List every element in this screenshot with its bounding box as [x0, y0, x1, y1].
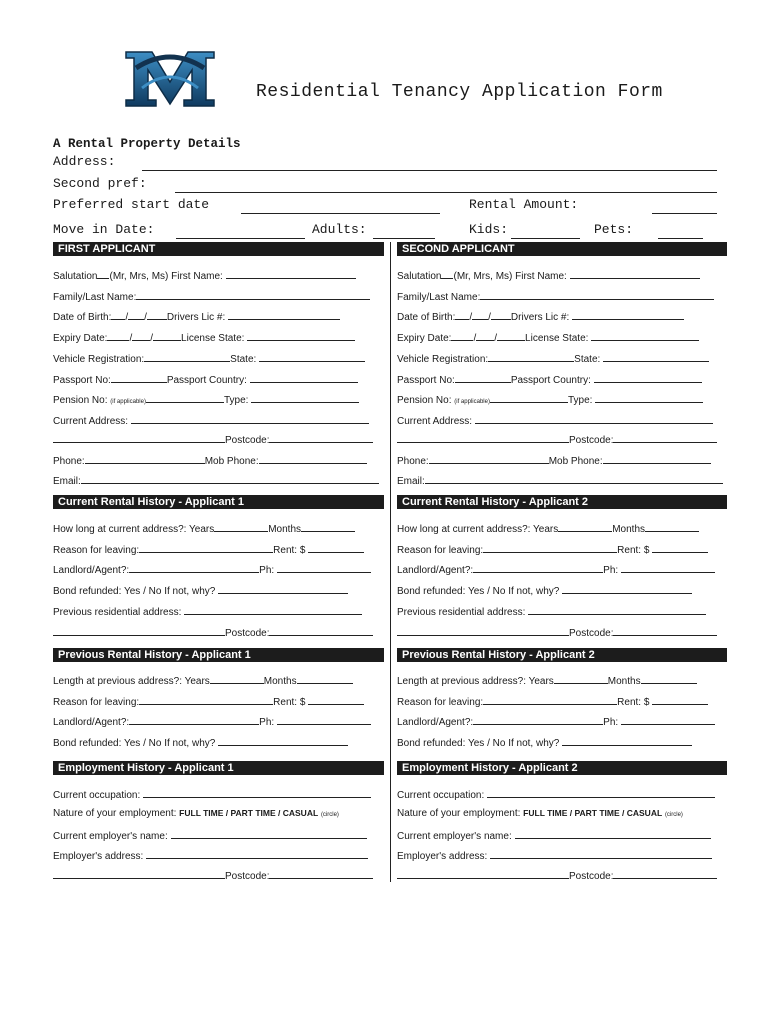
form-title: Residential Tenancy Application Form: [256, 82, 663, 102]
a2-pension-row: Pension No: (if applicable) Type:: [397, 392, 703, 408]
a2-occupation-field[interactable]: [487, 787, 715, 798]
a1-salutation-row: Salutation (Mr, Mrs, Ms) First Name:: [53, 268, 356, 283]
a1-email-row: Email:: [53, 473, 379, 488]
a2-how-long-row: How long at current address?: Years Months: [397, 521, 699, 536]
a2-vehicle-row: Vehicle Registration: State:: [397, 351, 709, 366]
a2-current-address-row: Current Address:: [397, 413, 713, 428]
a2-cur-months-field[interactable]: [645, 521, 699, 532]
a1-cur-years-field[interactable]: [214, 521, 268, 532]
rental-amount-label: Rental Amount:: [469, 197, 579, 212]
a2-email-row: Email:: [397, 473, 723, 488]
second-applicant-header: SECOND APPLICANT: [397, 242, 727, 256]
a2-cur-landlord-field[interactable]: [473, 562, 603, 573]
a1-passport-row: Passport No: Passport Country:: [53, 372, 358, 387]
a1-expiry-year[interactable]: [153, 330, 181, 341]
a1-family-name-row: Family/Last Name:: [53, 289, 370, 304]
a2-prev-landlord-row: Landlord/Agent?: Ph:: [397, 714, 715, 729]
a2-passport-no-field[interactable]: [455, 372, 511, 383]
a2-cur-bond-field[interactable]: [562, 583, 692, 594]
a2-phone-row: Phone: Mob Phone:: [397, 453, 711, 468]
a1-postcode-field[interactable]: [269, 432, 373, 443]
a1-prev-years-field[interactable]: [210, 673, 264, 684]
a2-prev-ph-field[interactable]: [621, 714, 715, 725]
a1-occupation-field[interactable]: [143, 787, 371, 798]
a1-prev-address-field[interactable]: [184, 604, 362, 615]
a2-occupation-row: Current occupation:: [397, 787, 715, 802]
a2-salutation-row: Salutation (Mr, Mrs, Ms) First Name:: [397, 268, 700, 283]
a1-prev-reason-field[interactable]: [139, 694, 273, 705]
current-rental-a1-header: Current Rental History - Applicant 1: [53, 495, 384, 509]
a1-prev-reason-row: Reason for leaving: Rent: $: [53, 694, 364, 709]
a2-pension-no-field[interactable]: [490, 392, 568, 403]
move-in-field[interactable]: [176, 238, 305, 239]
a1-phone-row: Phone: Mob Phone:: [53, 453, 367, 468]
a1-prev-landlord-field[interactable]: [129, 714, 259, 725]
address-label: Address:: [53, 154, 116, 169]
a2-expiry-day[interactable]: [451, 330, 473, 341]
a2-phone-field[interactable]: [429, 453, 549, 464]
a1-passport-country-field[interactable]: [250, 372, 358, 383]
a2-employer-address-line2-field[interactable]: [397, 868, 569, 879]
a2-type-field[interactable]: [595, 392, 703, 403]
a2-prev-postcode-field[interactable]: [613, 625, 717, 636]
preferred-start-label: Preferred start date: [53, 197, 210, 212]
a2-prev-years-field[interactable]: [554, 673, 608, 684]
a2-expiry-year[interactable]: [497, 330, 525, 341]
a1-bond-row: Bond refunded: Yes / No If not, why?: [53, 583, 348, 598]
a2-prev-address-line2-field[interactable]: [397, 625, 569, 636]
second-pref-label: Second pref:: [53, 176, 147, 191]
move-in-label: Move in Date:: [53, 222, 155, 237]
a2-drivers-lic-field[interactable]: [572, 309, 684, 320]
a1-current-address-field[interactable]: [131, 413, 369, 424]
a1-reason-row: Reason for leaving: Rent: $: [53, 542, 364, 557]
adults-label: Adults:: [312, 222, 367, 237]
a2-prev-rent-field[interactable]: [652, 694, 708, 705]
address-field[interactable]: [142, 170, 717, 171]
a1-prev-address-row: Previous residential address:: [53, 604, 362, 619]
a1-vehicle-reg-field[interactable]: [144, 351, 230, 362]
kids-label: Kids:: [469, 222, 509, 237]
a1-dob-year[interactable]: [147, 309, 167, 320]
a1-prev-landlord-row: Landlord/Agent?: Ph:: [53, 714, 371, 729]
section-a-heading: A Rental Property Details: [53, 137, 241, 151]
a2-first-name-field[interactable]: [570, 268, 700, 279]
a2-dob-day[interactable]: [455, 309, 469, 320]
a2-prev-bond-field[interactable]: [562, 735, 692, 746]
a1-cur-postcode-row: Postcode:: [53, 625, 373, 640]
a1-length-row: Length at previous address?: Years Months: [53, 673, 353, 688]
a1-type-field[interactable]: [251, 392, 359, 403]
a2-passport-row: Passport No: Passport Country:: [397, 372, 702, 387]
adults-field[interactable]: [373, 238, 435, 239]
a2-family-name-row: Family/Last Name:: [397, 289, 714, 304]
a1-cur-months-field[interactable]: [301, 521, 355, 532]
a2-license-state-field[interactable]: [591, 330, 699, 341]
a1-salutation-field[interactable]: [97, 268, 109, 279]
a2-dob-row: Date of Birth: / / Drivers Lic #:: [397, 309, 684, 324]
company-logo: [122, 48, 218, 110]
previous-rental-a2-header: Previous Rental History - Applicant 2: [397, 648, 727, 662]
employment-a2-header: Employment History - Applicant 2: [397, 761, 727, 775]
a2-employer-address-row: Employer's address:: [397, 848, 712, 863]
pets-label: Pets:: [594, 222, 634, 237]
a2-prev-months-field[interactable]: [641, 673, 697, 684]
a2-employer-address-field[interactable]: [490, 848, 712, 859]
a2-nature-row: Nature of your employment: FULL TIME / PART TIME / CASUAL (circle): [397, 808, 683, 819]
a2-address-line2-field[interactable]: [397, 432, 569, 443]
a2-postcode-field[interactable]: [613, 432, 717, 443]
kids-field[interactable]: [511, 238, 580, 239]
a2-length-row: Length at previous address?: Years Months: [397, 673, 697, 688]
a1-pension-row: Pension No: (if applicable) Type:: [53, 392, 359, 408]
second-pref-field[interactable]: [175, 192, 717, 193]
a1-occupation-row: Current occupation:: [53, 787, 371, 802]
a2-cur-rent-field[interactable]: [652, 542, 708, 553]
pets-field[interactable]: [658, 238, 703, 239]
a2-prev-bond-row: Bond refunded: Yes / No If not, why?: [397, 735, 692, 750]
a1-prev-bond-field[interactable]: [218, 735, 348, 746]
a1-expiry-day[interactable]: [107, 330, 129, 341]
a1-dob-day[interactable]: [111, 309, 125, 320]
a1-cur-rent-field[interactable]: [308, 542, 364, 553]
a1-license-state-field[interactable]: [247, 330, 355, 341]
a1-employer-address-row: Employer's address:: [53, 848, 368, 863]
a2-reason-row: Reason for leaving: Rent: $: [397, 542, 708, 557]
a1-email-field[interactable]: [81, 473, 379, 484]
a1-current-address-row: Current Address:: [53, 413, 369, 428]
a1-employer-address-line2-field[interactable]: [53, 868, 225, 879]
a2-cur-reason-field[interactable]: [483, 542, 617, 553]
a1-employer-name-field[interactable]: [171, 828, 367, 839]
a1-address-line2-field[interactable]: [53, 432, 225, 443]
a1-employer-postcode-field[interactable]: [269, 868, 373, 879]
a1-dob-month[interactable]: [128, 309, 144, 320]
a1-family-name-field[interactable]: [136, 289, 370, 300]
first-applicant-header: FIRST APPLICANT: [53, 242, 384, 256]
a1-expiry-row: Expiry Date: / / License State:: [53, 330, 355, 345]
a1-phone-field[interactable]: [85, 453, 205, 464]
a1-cur-bond-field[interactable]: [218, 583, 348, 594]
a2-landlord-row: Landlord/Agent?: Ph:: [397, 562, 715, 577]
a1-nature-row: Nature of your employment: FULL TIME / PART TIME / CASUAL (circle): [53, 808, 339, 819]
a2-expiry-month[interactable]: [476, 330, 494, 341]
a1-landlord-row: Landlord/Agent?: Ph:: [53, 562, 371, 577]
a1-how-long-row: How long at current address?: Years Months: [53, 521, 355, 536]
a2-prev-address-field[interactable]: [528, 604, 706, 615]
employment-a1-header: Employment History - Applicant 1: [53, 761, 384, 775]
a1-emp-postcode-row: Postcode:: [53, 868, 373, 883]
a2-family-name-field[interactable]: [480, 289, 714, 300]
a2-passport-country-field[interactable]: [594, 372, 702, 383]
a2-employer-name-row: Current employer's name:: [397, 828, 711, 843]
a1-drivers-lic-field[interactable]: [228, 309, 340, 320]
a1-prev-address-line2-field[interactable]: [53, 625, 225, 636]
a2-vehicle-reg-field[interactable]: [488, 351, 574, 362]
a2-prev-landlord-field[interactable]: [473, 714, 603, 725]
a1-cur-landlord-field[interactable]: [129, 562, 259, 573]
a1-expiry-month[interactable]: [132, 330, 150, 341]
a1-prev-months-field[interactable]: [297, 673, 353, 684]
a1-state-field[interactable]: [259, 351, 365, 362]
a2-employer-postcode-field[interactable]: [613, 868, 717, 879]
a2-salutation-field[interactable]: [441, 268, 453, 279]
a2-postcode-row: Postcode:: [397, 432, 717, 447]
preferred-start-field[interactable]: [241, 213, 440, 214]
a1-passport-no-field[interactable]: [111, 372, 167, 383]
a2-expiry-row: Expiry Date: / / License State:: [397, 330, 699, 345]
a1-dob-row: Date of Birth: / / Drivers Lic #:: [53, 309, 340, 324]
current-rental-a2-header: Current Rental History - Applicant 2: [397, 495, 727, 509]
a2-cur-years-field[interactable]: [558, 521, 612, 532]
a1-mob-phone-field[interactable]: [259, 453, 367, 464]
a2-mob-phone-field[interactable]: [603, 453, 711, 464]
a2-cur-ph-field[interactable]: [621, 562, 715, 573]
a1-cur-reason-field[interactable]: [139, 542, 273, 553]
a2-prev-reason-field[interactable]: [483, 694, 617, 705]
a1-prev-rent-field[interactable]: [308, 694, 364, 705]
a1-first-name-field[interactable]: [226, 268, 356, 279]
a2-cur-postcode-row: Postcode:: [397, 625, 717, 640]
a1-prev-ph-field[interactable]: [277, 714, 371, 725]
a1-vehicle-row: Vehicle Registration: State:: [53, 351, 365, 366]
a2-current-address-field[interactable]: [475, 413, 713, 424]
a2-dob-month[interactable]: [472, 309, 488, 320]
column-divider: [390, 242, 391, 882]
a2-bond-row: Bond refunded: Yes / No If not, why?: [397, 583, 692, 598]
a1-employer-address-field[interactable]: [146, 848, 368, 859]
a1-pension-no-field[interactable]: [146, 392, 224, 403]
a2-prev-address-row: Previous residential address:: [397, 604, 706, 619]
rental-amount-field[interactable]: [652, 213, 717, 214]
a2-emp-postcode-row: Postcode:: [397, 868, 717, 883]
a2-employer-name-field[interactable]: [515, 828, 711, 839]
a1-employer-name-row: Current employer's name:: [53, 828, 367, 843]
a1-prev-bond-row: Bond refunded: Yes / No If not, why?: [53, 735, 348, 750]
a1-postcode-row: Postcode:: [53, 432, 373, 447]
a1-prev-postcode-field[interactable]: [269, 625, 373, 636]
a2-dob-year[interactable]: [491, 309, 511, 320]
previous-rental-a1-header: Previous Rental History - Applicant 1: [53, 648, 384, 662]
a1-cur-ph-field[interactable]: [277, 562, 371, 573]
a2-state-field[interactable]: [603, 351, 709, 362]
a2-email-field[interactable]: [425, 473, 723, 484]
a2-prev-reason-row: Reason for leaving: Rent: $: [397, 694, 708, 709]
